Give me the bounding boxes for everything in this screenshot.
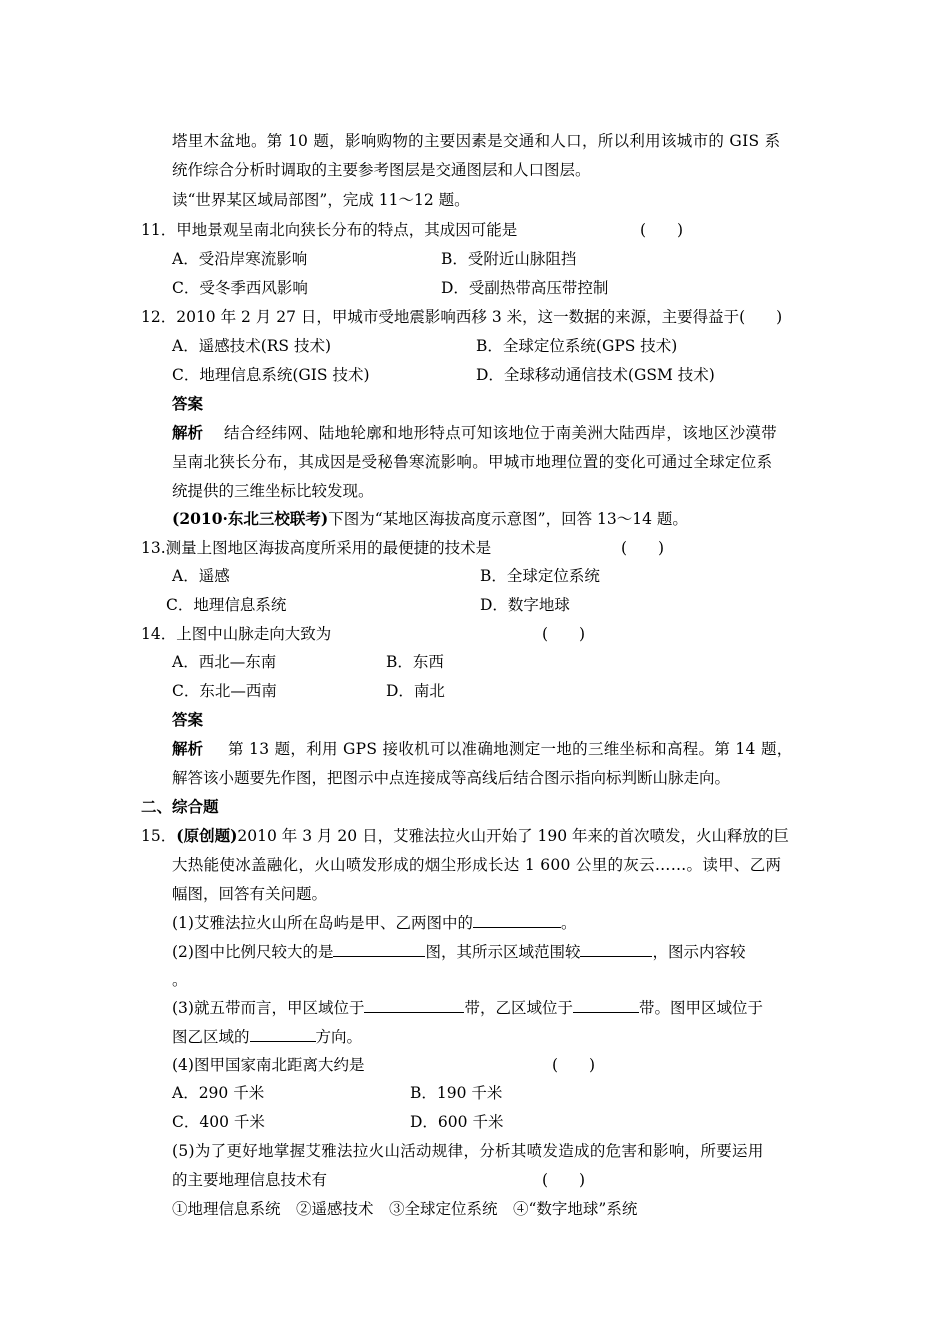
source-text: 下图为“某地区海拔高度示意图”，回答 13～14 题。 <box>328 510 688 528</box>
answer-blank[interactable] <box>573 998 639 1013</box>
answer-parenthesis: ( ) <box>542 625 586 643</box>
option-d: D．数字地球 <box>480 596 570 614</box>
part-3-text: 方向。 <box>315 1028 363 1046</box>
answer-blank[interactable] <box>473 913 561 928</box>
option-b: B．全球定位系统(GPS 技术) <box>476 337 678 355</box>
option-b: B．受附近山脉阻挡 <box>441 250 577 268</box>
part-2-end: 。 <box>172 971 188 989</box>
explanation-text: 统提供的三维坐标比较发现。 <box>172 482 374 500</box>
option-b: B．全球定位系统 <box>480 567 600 585</box>
option-c: C．地理信息系统(GIS 技术) <box>172 366 370 384</box>
question-12: 12．2010 年 2 月 27 日，甲城市受地震影响西移 3 米，这一数据的来源，主要得益于( ) <box>141 308 783 326</box>
part-5: 的主要地理信息技术有 <box>172 1171 328 1189</box>
question-15-number: 15． <box>141 827 177 845</box>
part-1-end: 。 <box>560 914 577 932</box>
option-a: A．遥感技术(RS 技术) <box>172 337 332 355</box>
option-d: D．600 千米 <box>410 1113 504 1131</box>
section-heading: 二、综合题 <box>141 797 219 816</box>
question-15-tag: (原创题) <box>176 826 238 845</box>
text-line: 统作综合分析时调取的主要参考图层是交通图层和人口图层。 <box>172 161 591 179</box>
answer-blank[interactable] <box>250 1027 316 1042</box>
option-a: A．遥感 <box>172 567 230 585</box>
answer-blank[interactable] <box>333 942 425 957</box>
question-14: 14．上图中山脉走向大致为 <box>141 625 332 643</box>
part-2-text: ，图示内容较 <box>652 943 746 961</box>
explanation-text: 结合经纬网、陆地轮廓和地形特点可知该地位于南美洲大陆西岸，该地区沙漠带 <box>224 424 778 442</box>
part-2-text: 图，其所示区域范围较 <box>425 943 581 961</box>
option-c: C．400 千米 <box>172 1113 265 1131</box>
part-3-text: 带。图甲区域位于 <box>638 999 763 1017</box>
question-15-text: 2010 年 3 月 20 日，艾雅法拉火山开始了 190 年来的首次喷发，火山释放的巨 <box>237 827 790 845</box>
source-line <box>172 509 688 529</box>
question-15-line <box>141 826 789 846</box>
answer-parenthesis: ( ) <box>542 1171 586 1189</box>
answer-parenthesis: ( ) <box>621 539 665 557</box>
explanation-label: 解析 <box>172 423 204 442</box>
option-c: C．东北—西南 <box>172 682 277 700</box>
question-13: 13.测量上图地区海拔高度所采用的最便捷的技术是 <box>141 539 492 557</box>
part-4: (4)图甲国家南北距离大约是 <box>172 1056 365 1074</box>
explanation-text: 第 13 题，利用 GPS 接收机可以准确地测定一地的三维坐标和高程。第 14 题， <box>228 740 793 758</box>
explanation-text: 解答该小题要先作图，把图示中点连接成等高线后结合图示指向标判断山脉走向。 <box>172 769 731 787</box>
option-c: C．受冬季西风影响 <box>172 279 308 297</box>
option-a: A．西北—东南 <box>172 653 277 671</box>
part-2 <box>172 942 746 962</box>
option-a: A．受沿岸寒流影响 <box>172 250 308 268</box>
text-line: 塔里木盆地。第 10 题，影响购物的主要因素是交通和人口，所以利用该城市的 GIS 系 <box>172 132 781 150</box>
option-b: B．东西 <box>386 653 444 671</box>
text-line: 读“世界某区域局部图”，完成 11～12 题。 <box>172 191 470 209</box>
option-c: C．地理信息系统 <box>166 596 287 614</box>
explanation-text: 呈南北狭长分布，其成因是受秘鲁寒流影响。甲城市地理位置的变化可通过全球定位系 <box>172 453 773 471</box>
explanation-label: 解析 <box>172 739 204 758</box>
part-5-options: ①地理信息系统 ②遥感技术 ③全球定位系统 ④“数字地球”系统 <box>172 1200 638 1218</box>
part-5: (5)为了更好地掌握艾雅法拉火山活动规律，分析其喷发造成的危害和影响，所要运用 <box>172 1142 764 1160</box>
option-b: B．190 千米 <box>410 1084 503 1102</box>
part-1-text: (1)艾雅法拉火山所在岛屿是甲、乙两图中的 <box>172 914 473 932</box>
answer-blank[interactable] <box>364 998 464 1013</box>
question-11: 11．甲地景观呈南北向狭长分布的特点，其成因可能是 <box>141 221 518 239</box>
answer-parenthesis: ( ) <box>552 1056 596 1074</box>
question-15-text: 大热能使冰盖融化，火山喷发形成的烟尘形成长达 1 600 公里的灰云……。读甲、乙两 <box>172 856 782 874</box>
question-15-text: 幅图，回答有关问题。 <box>172 885 328 903</box>
part-1 <box>172 913 576 933</box>
part-3 <box>172 998 763 1018</box>
part-3-line2 <box>172 1027 362 1047</box>
answer-parenthesis: ( ) <box>640 221 684 239</box>
option-d: D．南北 <box>386 682 445 700</box>
answer-blank[interactable] <box>580 942 652 957</box>
answer-label: 答案 <box>172 710 204 729</box>
part-3-text: 图乙区域的 <box>172 1028 250 1046</box>
answer-label: 答案 <box>172 394 204 413</box>
option-d: D．受副热带高压带控制 <box>441 279 609 297</box>
part-3-text: 带，乙区域位于 <box>464 999 573 1017</box>
source-tag: (2010·东北三校联考) <box>172 509 329 528</box>
part-3-text: (3)就五带而言，甲区域位于 <box>172 999 365 1017</box>
option-d: D．全球移动通信技术(GSM 技术) <box>476 366 715 384</box>
part-2-text: (2)图中比例尺较大的是 <box>172 943 334 961</box>
option-a: A．290 千米 <box>172 1084 265 1102</box>
